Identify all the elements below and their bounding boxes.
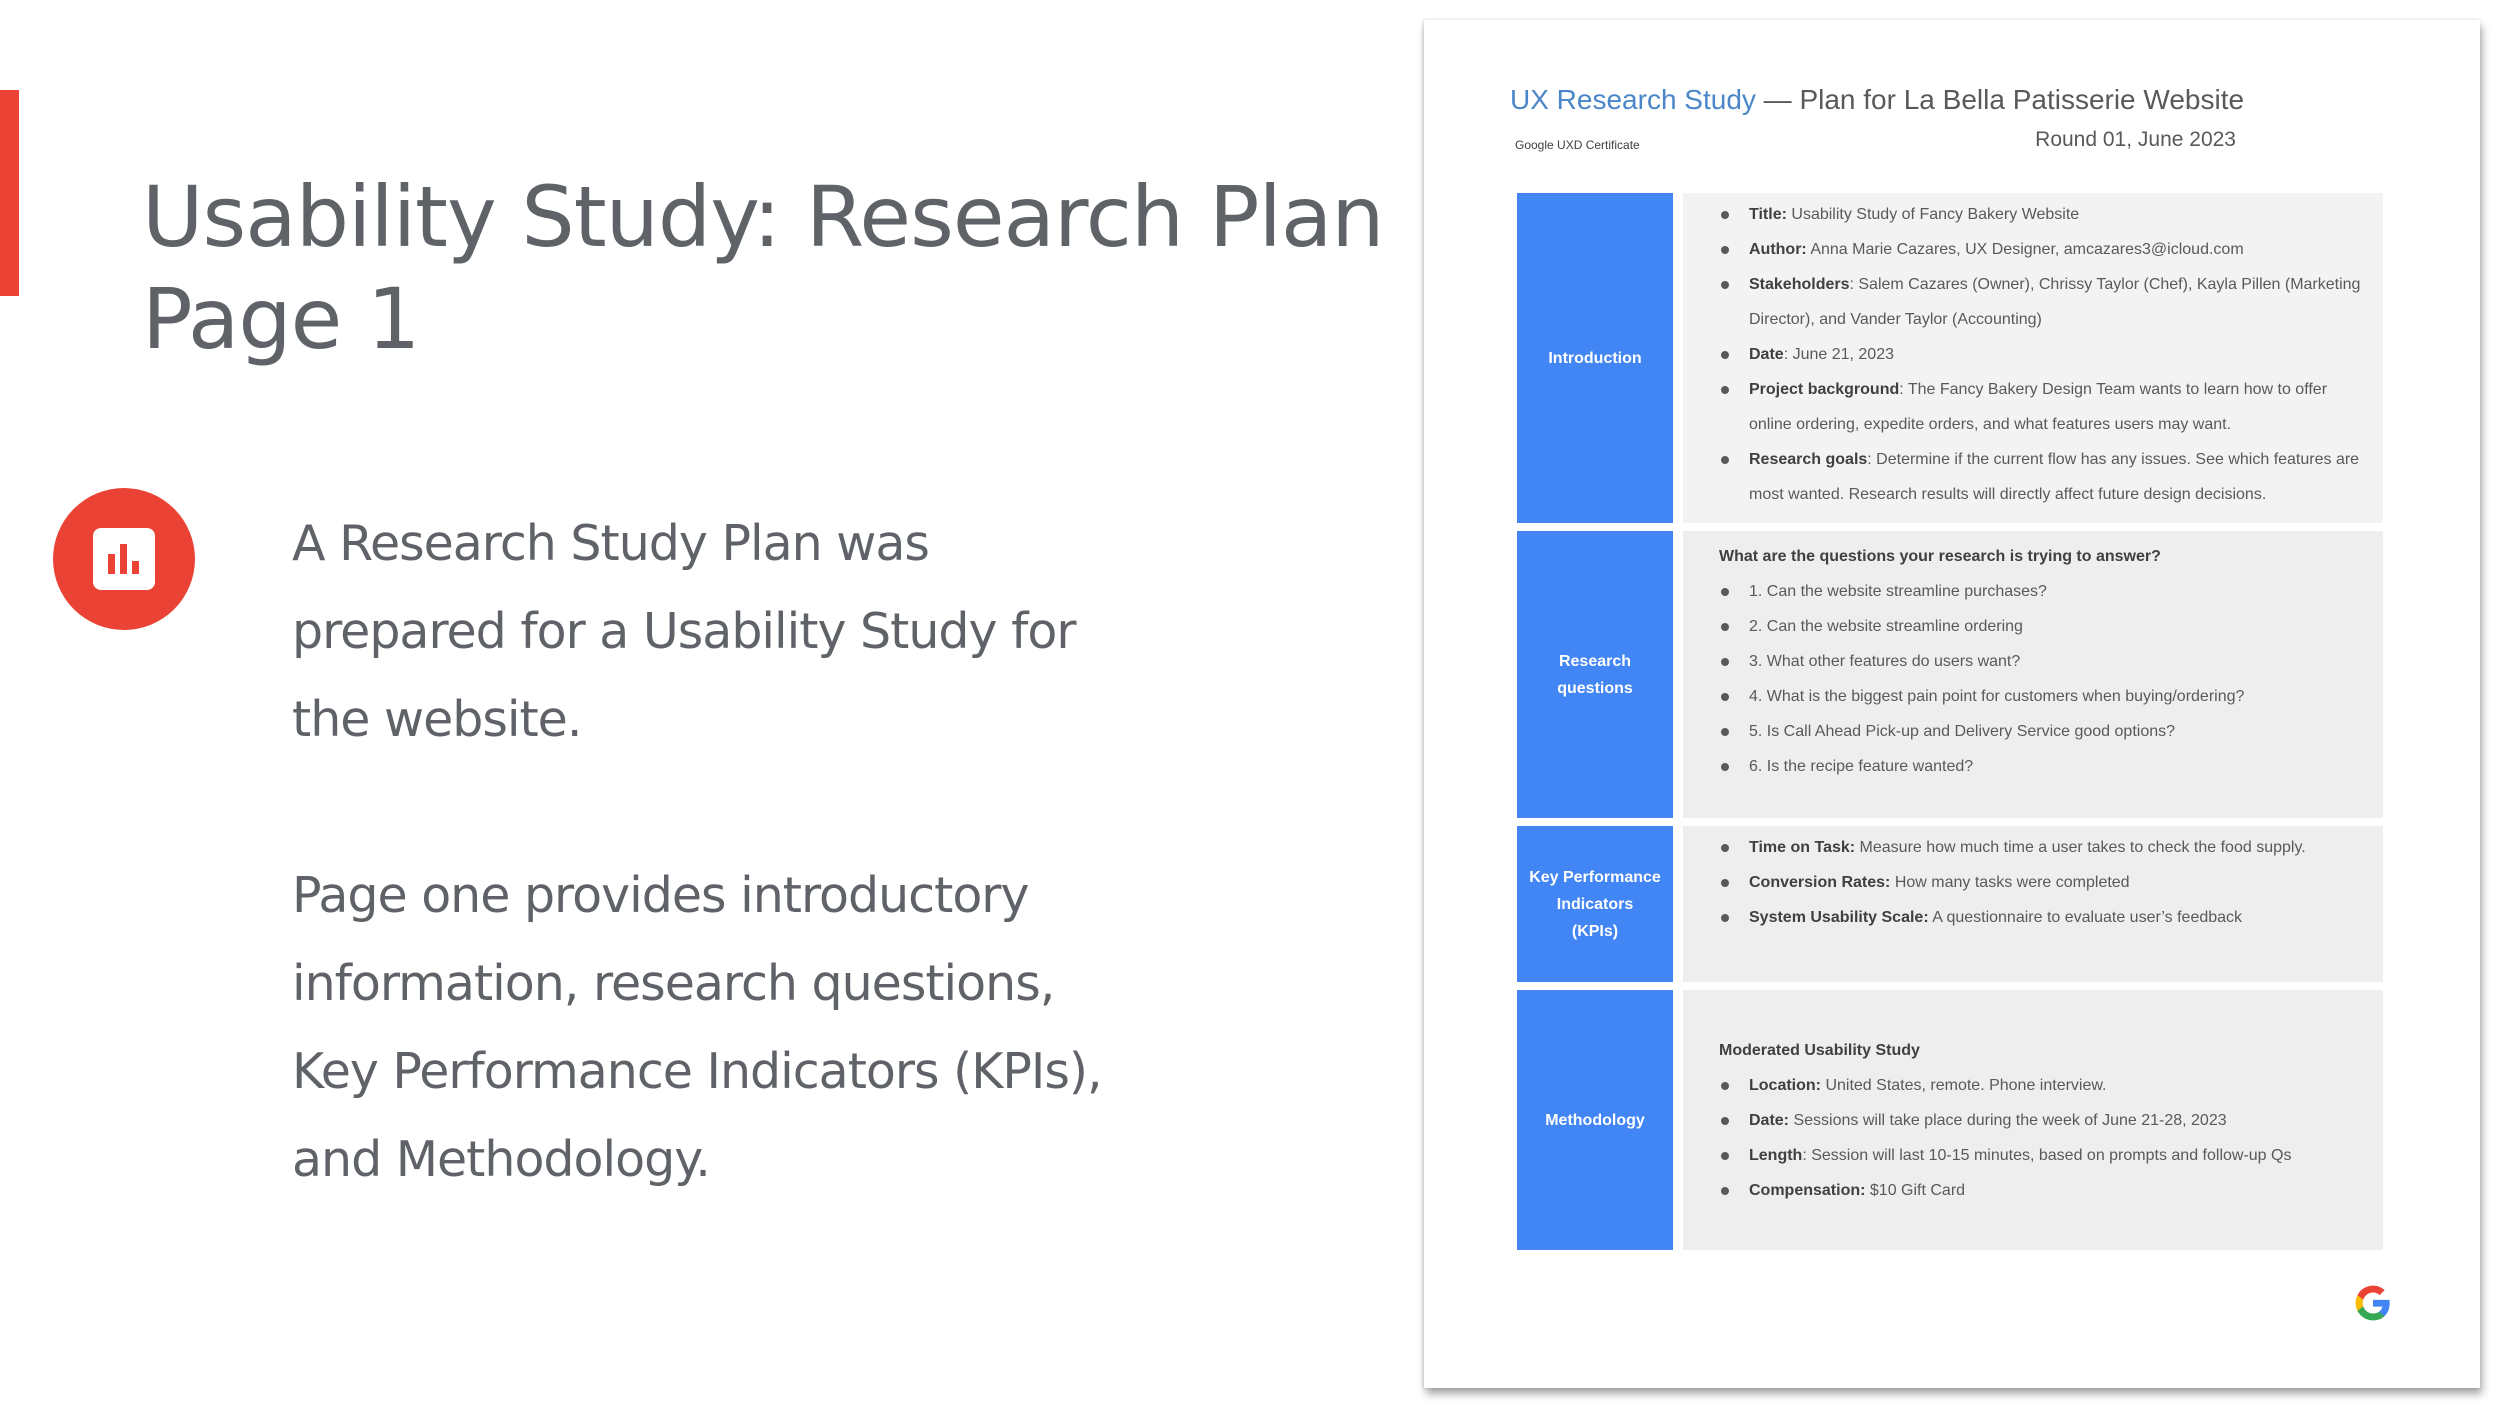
document-title-rest: — Plan for La Bella Patisserie Website [1755,84,2245,115]
list-item: Conversion Rates: How many tasks were completed [1683,865,2373,900]
section-kpis [1517,826,2383,982]
slide-title-line1: Usability Study: Research Plan [142,168,1384,266]
summary-paragraph: Page one provides introductory information, research questions, Key Performance Indicators (KPIs), and Methodology. [292,867,1102,1188]
section-label: Research questions [1517,531,1673,818]
list-item: 5. Is Call Ahead Pick-up and Delivery Service good options? [1683,714,2373,749]
certificate-label: Google UXD Certificate [1515,138,1640,152]
section-research-questions [1517,531,2383,818]
round-date: Round 01, June 2023 [2035,128,2236,151]
section-methodology [1517,990,2383,1250]
section-content [1683,826,2383,982]
list-item: Title: Usability Study of Fancy Bakery Website [1683,197,2373,232]
research-plan-document [1424,20,2480,1388]
list-item: Date: June 21, 2023 [1683,337,2373,372]
list-item: Research goals: Determine if the current flow has any issues. See which features are most wanted. Research results will directly affect future design decisions. [1683,442,2373,512]
list-item: Time on Task: Measure how much time a user takes to check the food supply. [1683,830,2373,865]
slide-title [142,166,1392,370]
document-title-highlight: UX Research Study [1510,84,1756,115]
list-item: 1. Can the website streamline purchases? [1683,574,2373,609]
section-label: Methodology [1517,990,1673,1250]
list-item: 3. What other features do users want? [1683,644,2373,679]
list-item: Date: Sessions will take place during the week of June 21-28, 2023 [1683,1103,2373,1138]
section-content [1683,531,2383,818]
bar-chart-icon [53,488,195,630]
list-item: 4. What is the biggest pain point for customers when buying/ordering? [1683,679,2373,714]
list-item: Project background: The Fancy Bakery Design Team wants to learn how to offer online ordering, expedite orders, and what features users may want. [1683,372,2373,442]
accent-bar [0,90,19,296]
section-introduction [1517,193,2383,523]
list-item: 2. Can the website streamline ordering [1683,609,2373,644]
section-content [1683,990,2383,1250]
slide-title-line2: Page 1 [142,270,420,368]
section-label: Introduction [1517,193,1673,523]
list-item: 6. Is the recipe feature wanted? [1683,749,2373,784]
section-heading: What are the questions your research is trying to answer? [1719,548,2161,565]
document-title [1510,84,2244,116]
section-content [1683,193,2383,523]
list-item: System Usability Scale: A questionnaire to evaluate user’s feedback [1683,900,2373,935]
section-label: Key Performance Indicators (KPIs) [1517,826,1673,982]
section-heading: Moderated Usability Study [1719,1042,1920,1059]
list-item: Length: Session will last 10-15 minutes, based on prompts and follow-up Qs [1683,1138,2373,1173]
list-item: Compensation: $10 Gift Card [1683,1173,2373,1208]
list-item: Location: United States, remote. Phone interview. [1683,1068,2373,1103]
list-item: Stakeholders: Salem Cazares (Owner), Chrissy Taylor (Chef), Kayla Pillen (Marketing Director), and Vander Taylor (Accounting) [1683,267,2373,337]
intro-paragraph: A Research Study Plan was prepared for a Usability Study for the website. [292,515,1076,748]
list-item: Author: Anna Marie Cazares, UX Designer, amcazares3@icloud.com [1683,232,2373,267]
google-g-icon [2354,1284,2392,1322]
